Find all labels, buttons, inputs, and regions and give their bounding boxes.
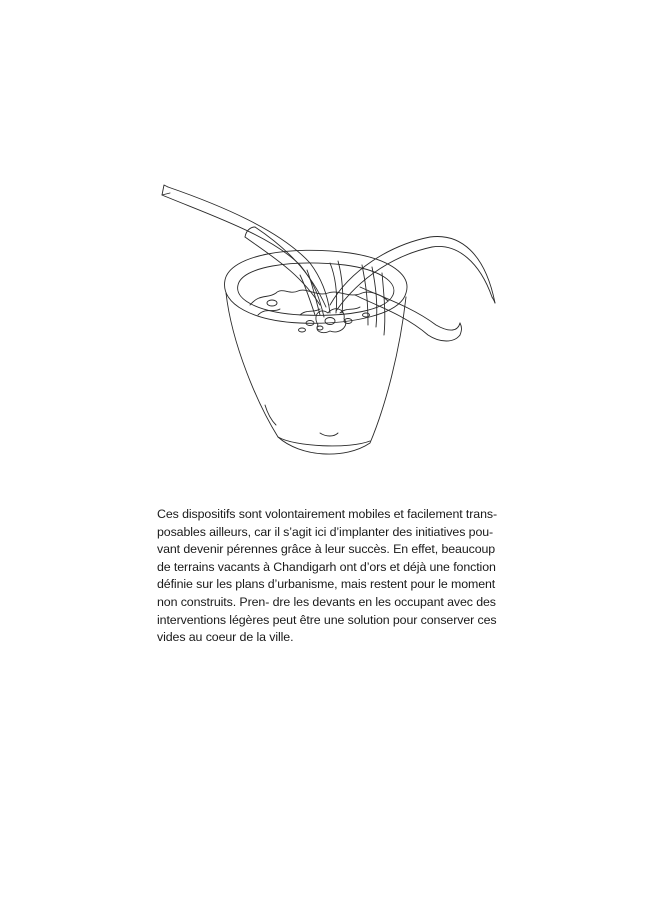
potted-plant-drawing-icon (150, 175, 510, 475)
text-line: posables ailleurs, car il s’agit ici d’implanter des initiatives pou- (157, 524, 494, 539)
text-line: Ces dispositifs sont volontairement mobiles et facilement trans- (157, 507, 497, 521)
potted-plant-illustration (150, 175, 510, 475)
text-line: définie sur les plans d’urbanisme, mais restent pour le moment (157, 577, 496, 592)
text-line: vant devenir pérennes grâce à leur succès. En effet, beaucoup (157, 542, 496, 557)
text-line: vides au coeur de la ville. (157, 630, 294, 645)
text-line: de terrains vacants à Chandigarh ont d’ors et déjà une fonction (157, 559, 496, 574)
text-line: interventions légères peut être une solution pour conserver ces (157, 612, 497, 627)
text-line: non construits. Pren- dre les devants en les occupant avec des (157, 594, 496, 609)
body-paragraph (157, 506, 519, 647)
